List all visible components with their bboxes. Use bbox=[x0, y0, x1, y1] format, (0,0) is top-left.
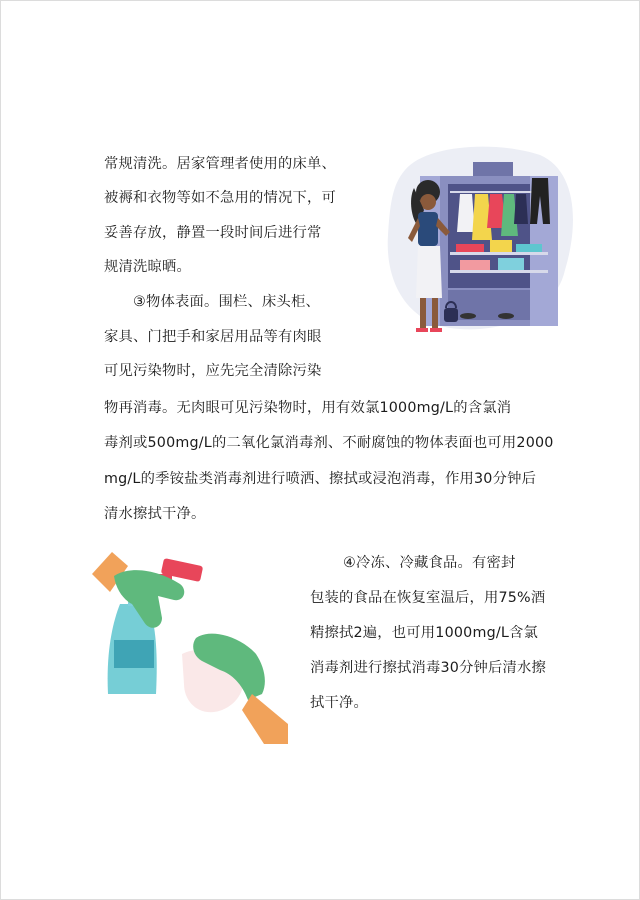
text-line: 清水擦拭干净。 bbox=[104, 506, 206, 522]
woman-at-wardrobe-illustration bbox=[380, 140, 580, 340]
text-line: ④冷冻、冷藏食品。有密封 bbox=[343, 555, 516, 571]
text-line: 拭干净。 bbox=[310, 695, 368, 711]
text-line: 妥善存放，静置一段时间后进行常 bbox=[104, 225, 322, 241]
text-line: 可见污染物时，应先完全清除污染 bbox=[104, 363, 322, 379]
text-line: mg/L的季铵盐类消毒剂进行喷洒、擦拭或浸泡消毒，作用30分钟后 bbox=[104, 471, 537, 487]
text-line: 消毒剂进行擦拭消毒30分钟后清水擦 bbox=[310, 660, 547, 676]
text-line: 包装的食品在恢复室温后，用75%酒 bbox=[310, 590, 546, 606]
text-line: 物再消毒。无肉眼可见污染物时，用有效氯1000mg/L的含氯消 bbox=[104, 400, 512, 416]
text-line: 精擦拭2遍，也可用1000mg/L含氯 bbox=[310, 625, 539, 641]
gloved-hands-spray-bottle-illustration bbox=[92, 544, 288, 744]
text-line: 家具、门把手和家居用品等有肉眼 bbox=[104, 329, 322, 345]
text-line: ③物体表面。围栏、床头柜、 bbox=[133, 294, 320, 310]
text-line: 毒剂或500mg/L的二氧化氯消毒剂、不耐腐蚀的物体表面也可用2000 bbox=[104, 435, 554, 451]
text-line: 被褥和衣物等如不急用的情况下，可 bbox=[104, 190, 336, 206]
text-line: 规清洗晾晒。 bbox=[104, 259, 191, 275]
text-line: 常规清洗。居家管理者使用的床单、 bbox=[104, 156, 336, 172]
